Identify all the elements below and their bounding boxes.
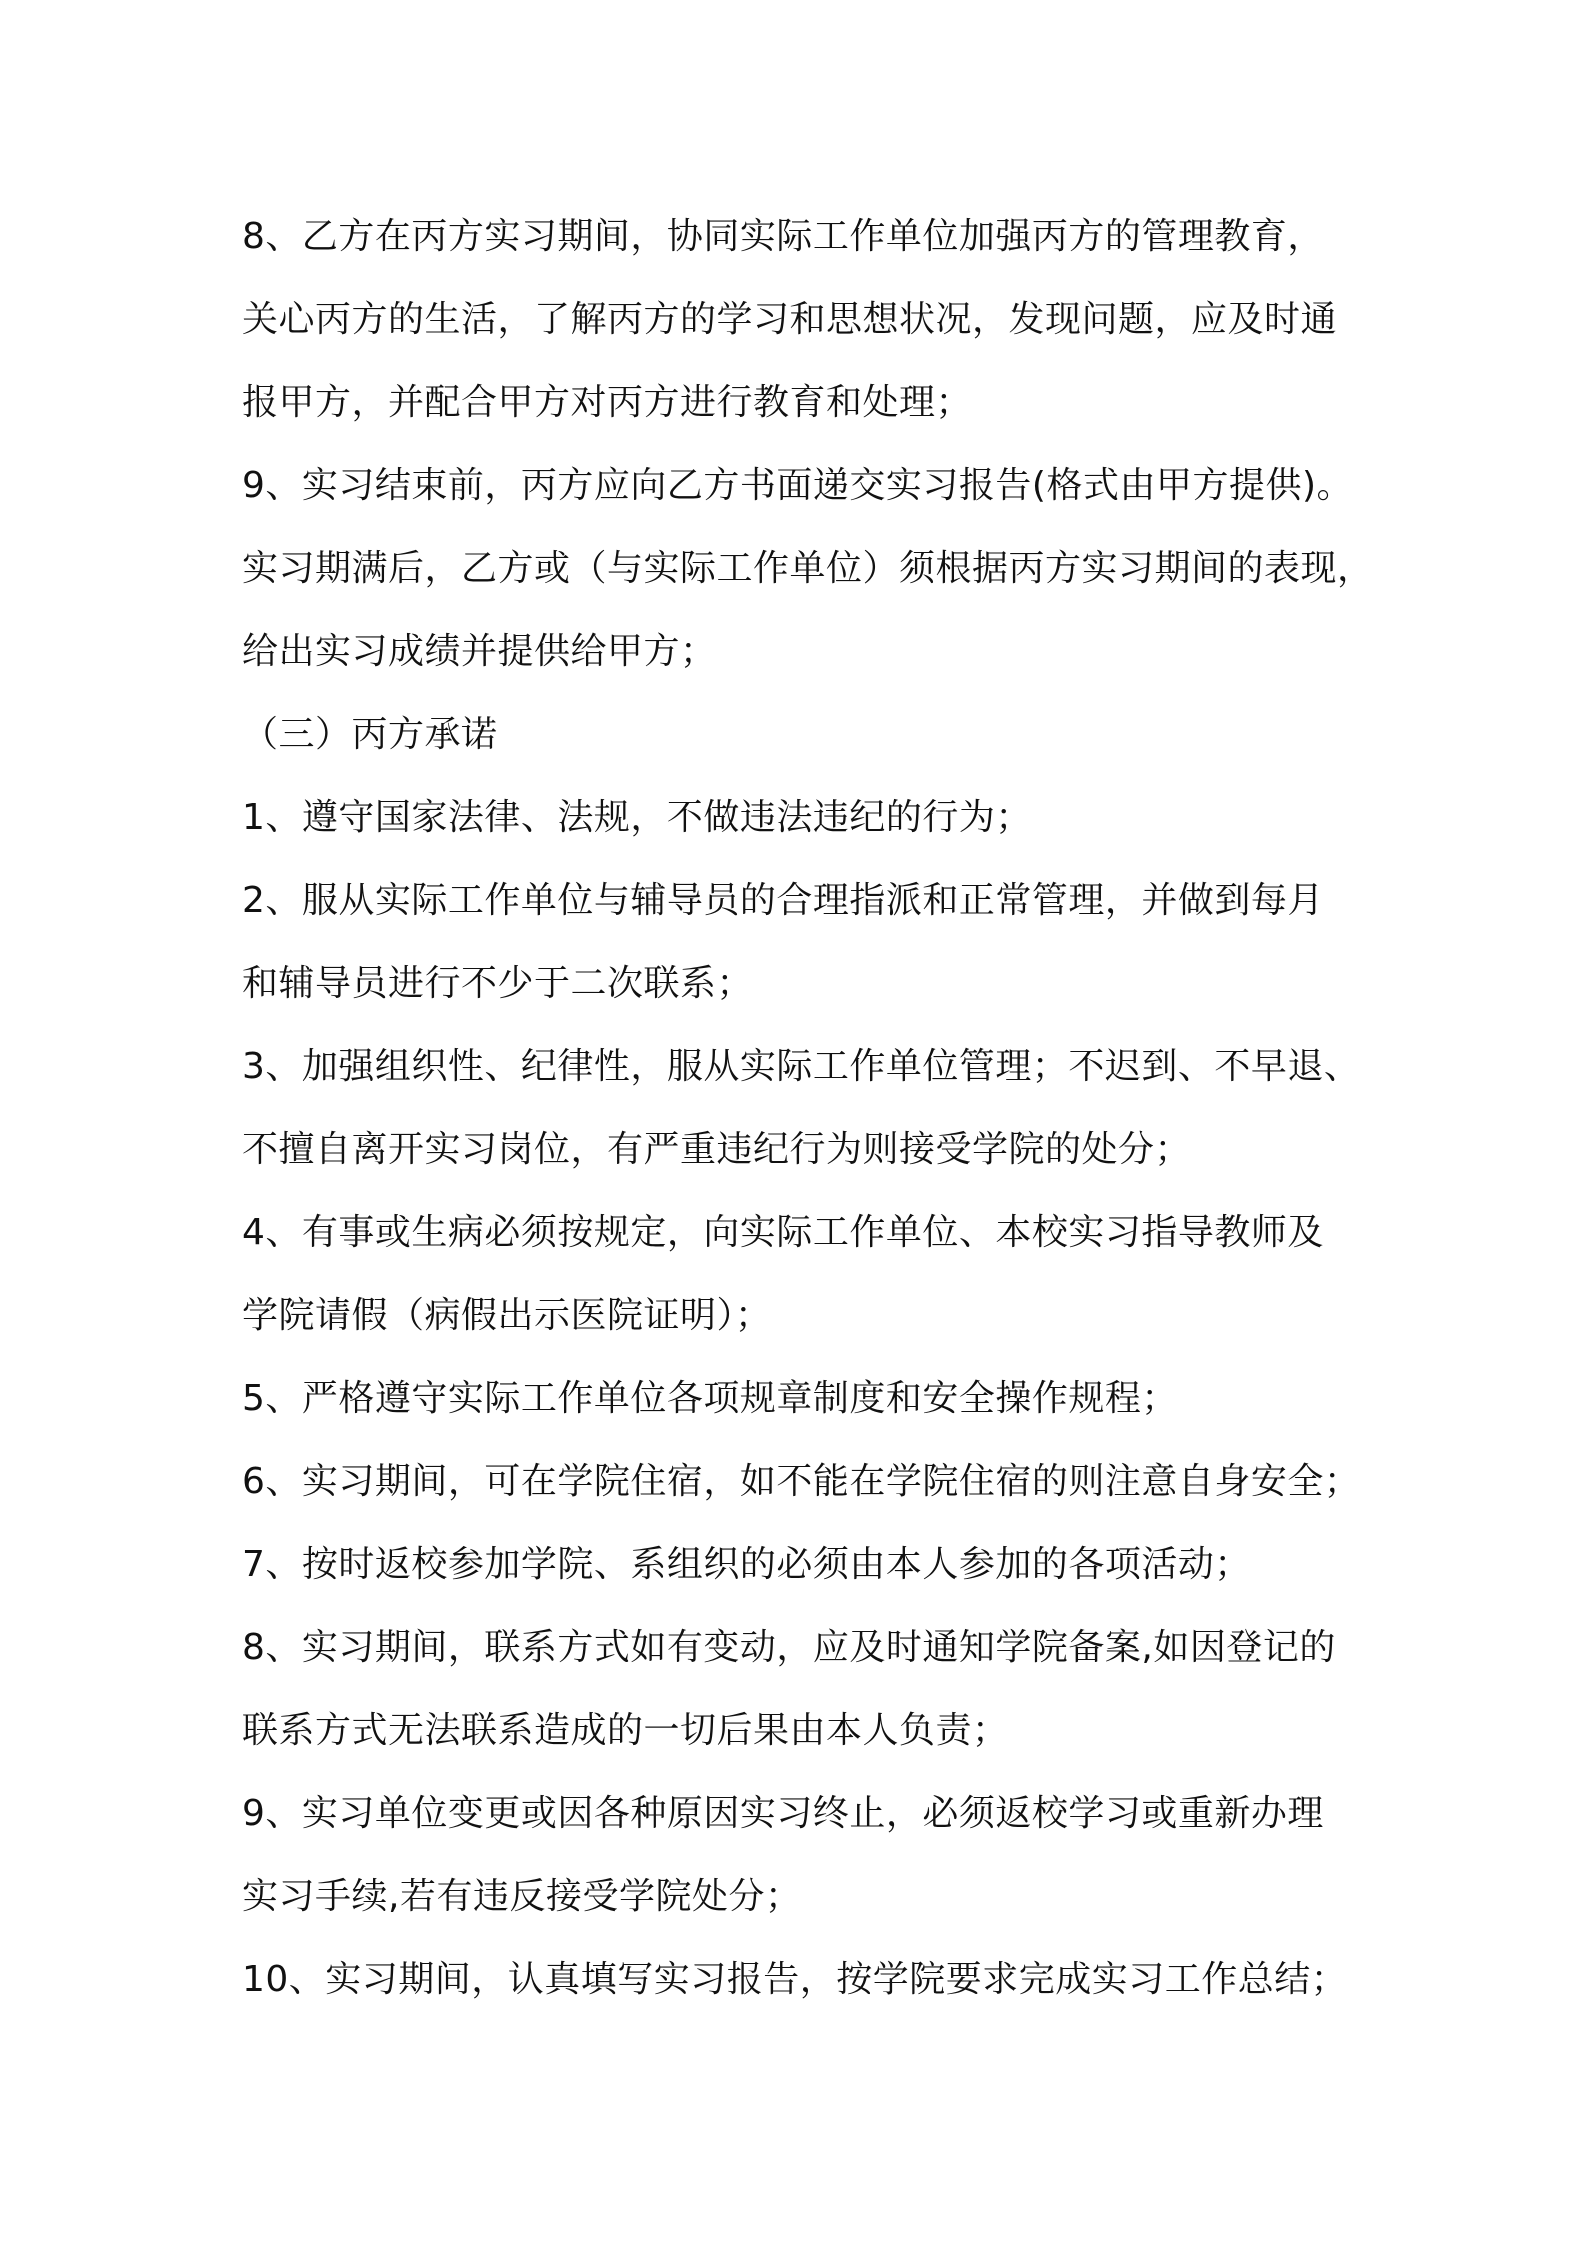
text-line: 报甲方，并配合甲方对丙方进行教育和处理； — [242, 382, 973, 423]
text-line: 不擅自离开实习岗位，有严重违纪行为则接受学院的处分； — [242, 1129, 1192, 1170]
text-line: 1、遵守国家法律、法规，不做违法违纪的行为； — [242, 797, 1032, 838]
text-line: 7、按时返校参加学院、系组织的必须由本人参加的各项活动； — [242, 1544, 1251, 1585]
section-heading: （三）丙方承诺 — [242, 714, 498, 755]
text-line: 实习手续,若有违反接受学院处分； — [242, 1876, 802, 1917]
text-line: 3、加强组织性、纪律性，服从实际工作单位管理；不迟到、不早退、 — [242, 1046, 1361, 1087]
text-line: 学院请假（病假出示医院证明）； — [242, 1295, 772, 1336]
text-line: 9、实习单位变更或因各种原因实习终止，必须返校学习或重新办理 — [242, 1793, 1324, 1834]
text-line: 8、乙方在丙方实习期间，协同实际工作单位加强丙方的管理教育， — [242, 216, 1324, 257]
text-line: 6、实习期间，可在学院住宿，如不能在学院住宿的则注意自身安全； — [242, 1461, 1361, 1502]
text-line: 8、实习期间，联系方式如有变动，应及时通知学院备案,如因登记的 — [242, 1627, 1336, 1668]
text-line: 给出实习成绩并提供给甲方； — [242, 631, 717, 672]
text-line: 4、有事或生病必须按规定，向实际工作单位、本校实习指导教师及 — [242, 1212, 1324, 1253]
text-line: 和辅导员进行不少于二次联系； — [242, 963, 754, 1004]
document-body — [242, 195, 1382, 2021]
text-line: 2、服从实际工作单位与辅导员的合理指派和正常管理，并做到每月 — [242, 880, 1324, 921]
text-line: 5、严格遵守实际工作单位各项规章制度和安全操作规程； — [242, 1378, 1178, 1419]
text-line: 实习期满后，乙方或（与实际工作单位）须根据丙方实习期间的表现， — [242, 548, 1374, 589]
text-line: 关心丙方的生活，了解丙方的学习和思想状况，发现问题，应及时通 — [242, 299, 1338, 340]
text-line: 10、实习期间，认真填写实习报告，按学院要求完成实习工作总结； — [242, 1959, 1348, 2000]
text-line: 9、实习结束前，丙方应向乙方书面递交实习报告(格式由甲方提供)。 — [242, 465, 1353, 506]
text-line: 联系方式无法联系造成的一切后果由本人负责； — [242, 1710, 1009, 1751]
